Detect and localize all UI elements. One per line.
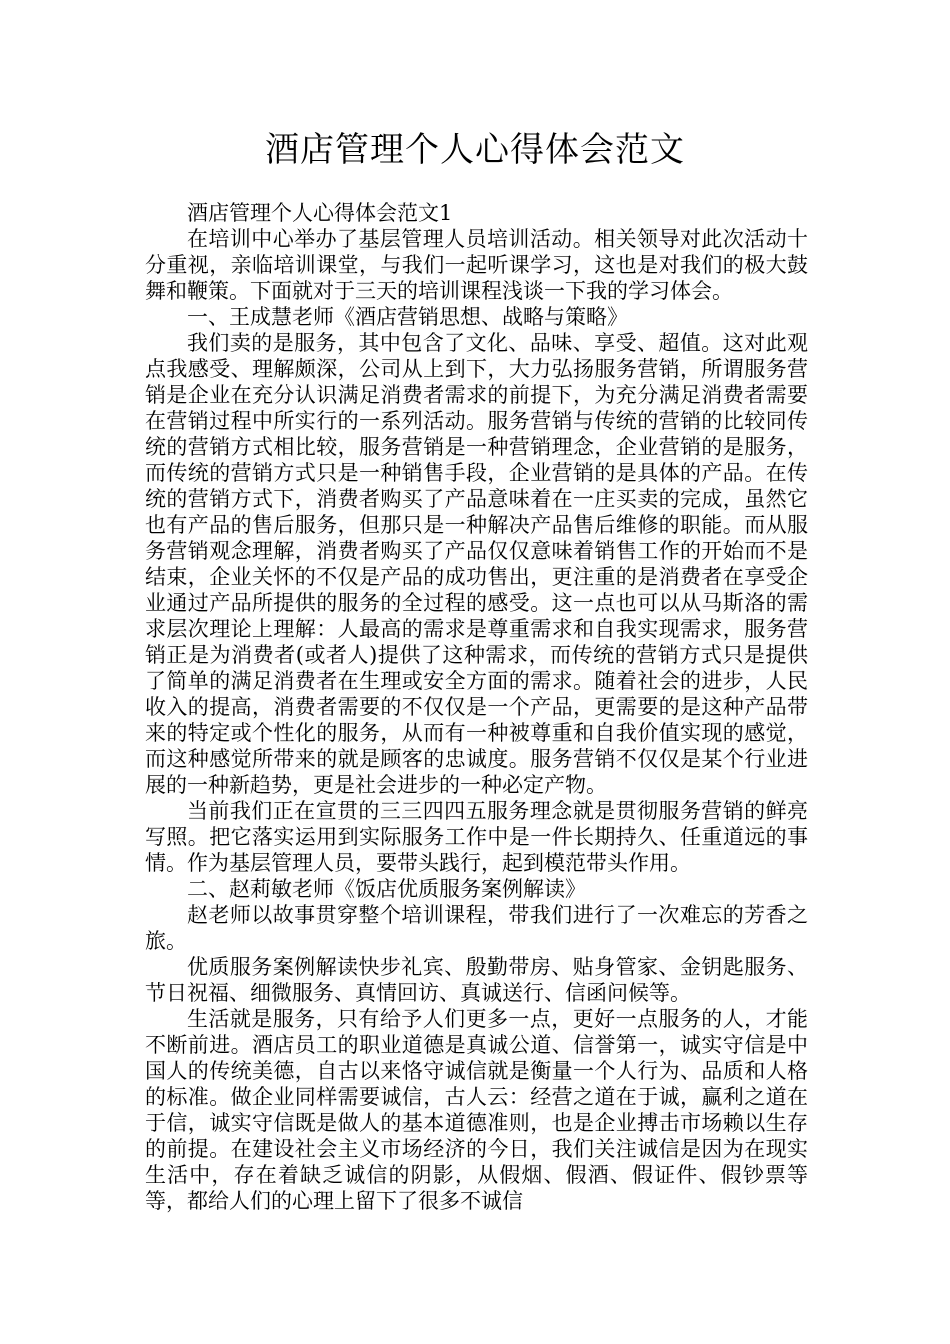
paragraph-integrity: 生活就是服务，只有给予人们更多一点，更好一点服务的人，才能不断前进。酒店员工的职业道德是真诚公道、信誉第一，诚实守信是中国人的传统美德，自古以来恪守诚信就是衡量一个人行为、品质和人格的标准。做企业同样需要诚信，古人云：经营之道在于诚，赢利之道在于信，诚实守信既是做人的基本道德准则，也是企业搏击市场赖以生存的前提。在建设社会主义市场经济的今日，我们关注诚信是因为在现实生活中，存在着缺乏诚信的阴影，从假烟、假酒、假证件、假钞票等等，都给人们的心理上留下了很多不诚信	[145, 1007, 808, 1213]
document-title: 酒店管理个人心得体会范文	[265, 130, 685, 170]
section-heading-1: 一、王成慧老师《酒店营销思想、战略与策略》	[187, 305, 628, 329]
section-heading-2: 二、赵莉敏老师《饭店优质服务案例解读》	[187, 877, 586, 901]
paragraph-subtitle: 酒店管理个人心得体会范文1	[187, 201, 453, 225]
document-body	[145, 200, 808, 1214]
paragraph-service-concept: 当前我们正在宣贯的三三四四五服务理念就是贯彻服务营销的鲜亮写照。把它落实运用到实际服务工作中是一件长期持久、任重道远的事情。作为基层管理人员，要带头践行，起到模范带头作用。	[145, 799, 808, 875]
paragraph-intro: 在培训中心举办了基层管理人员培训活动。相关领导对此次活动十分重视，亲临培训课堂，与我们一起听课学习，这也是对我们的极大鼓舞和鞭策。下面就对于三天的培训课程浅谈一下我的学习体会。	[145, 227, 808, 303]
paragraph-story: 赵老师以故事贯穿整个培训课程，带我们进行了一次难忘的芳香之旅。	[145, 903, 808, 953]
paragraph-cases: 优质服务案例解读快步礼宾、殷勤带房、贴身管家、金钥匙服务、节日祝福、细微服务、真情回访、真诚送行、信函问候等。	[145, 955, 808, 1005]
paragraph-service-marketing: 我们卖的是服务，其中包含了文化、品味、享受、超值。这对此观点我感受、理解颇深，公司从上到下，大力弘扬服务营销，所谓服务营销是企业在充分认识满足消费者需求的前提下，为充分满足消费者需要在营销过程中所实行的一系列活动。服务营销与传统的营销的比较同传统的营销方式相比较，服务营销是一种营销理念，企业营销的是服务，而传统的营销方式只是一种销售手段，企业营销的是具体的产品。在传统的营销方式下，消费者购买了产品意味着在一庄买卖的完成，虽然它也有产品的售后服务，但那只是一种解决产品售后维修的职能。而从服务营销观念理解，消费者购买了产品仅仅意味着销售工作的开始而不是结束，企业关怀的不仅是产品的成功售出，更注重的是消费者在享受企业通过产品所提供的服务的全过程的感受。这一点也可以从马斯洛的需求层次理论上理解：人最高的需求是尊重需求和自我实现需求，服务营销正是为消费者(或者人)提供了这种需求，而传统的营销方式只是提供了简单的满足消费者在生理或安全方面的需求。随着社会的进步，人民收入的提高，消费者需要的不仅仅是一个产品，更需要的是这种产品带来的特定或个性化的服务，从而有一种被尊重和自我价值实现的感觉，而这种感觉所带来的就是顾客的忠诚度。服务营销不仅仅是某个行业进展的一种新趋势，更是社会进步的一种必定产物。	[145, 331, 808, 797]
